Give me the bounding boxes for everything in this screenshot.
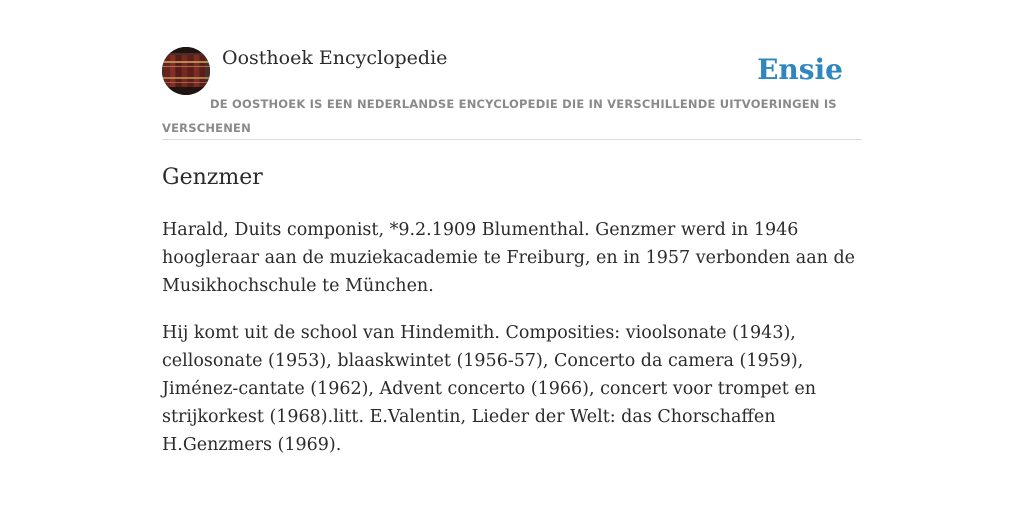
brand-logo-link[interactable]: Ensie	[757, 53, 843, 86]
article-paragraph: Hij komt uit de school van Hindemith. Composities: vioolsonate (1943), cellosonate (1953), blaaskwintet (1956-57), Concerto da camera (1959), Jiménez-cantate (1962), Advent concerto (1966), concert voor trompet en strijkorkest (1968).litt. E.Valentin, Lieder der Welt: das Chorschaffen H.Genzmers (1969).	[162, 323, 817, 455]
header-divider	[162, 139, 862, 140]
site-tagline: DE OOSTHOEK IS EEN NEDERLANDSE ENCYCLOPEDIE DIE IN VERSCHILLENDE UITVOERINGEN IS VERSCHENEN	[162, 97, 837, 135]
site-title[interactable]: Oosthoek Encyclopedie	[222, 47, 448, 69]
article	[162, 162, 864, 459]
article-paragraph: Harald, Duits componist, *9.2.1909 Blumenthal. Genzmer werd in 1946 hoogleraar aan de muziekacademie te Freiburg, en in 1957 verbonden aan de Musikhochschule te München.	[162, 220, 856, 296]
article-title: Genzmer	[162, 165, 263, 190]
logo-image	[162, 47, 210, 95]
encyclopedia-books-icon[interactable]	[162, 47, 210, 95]
